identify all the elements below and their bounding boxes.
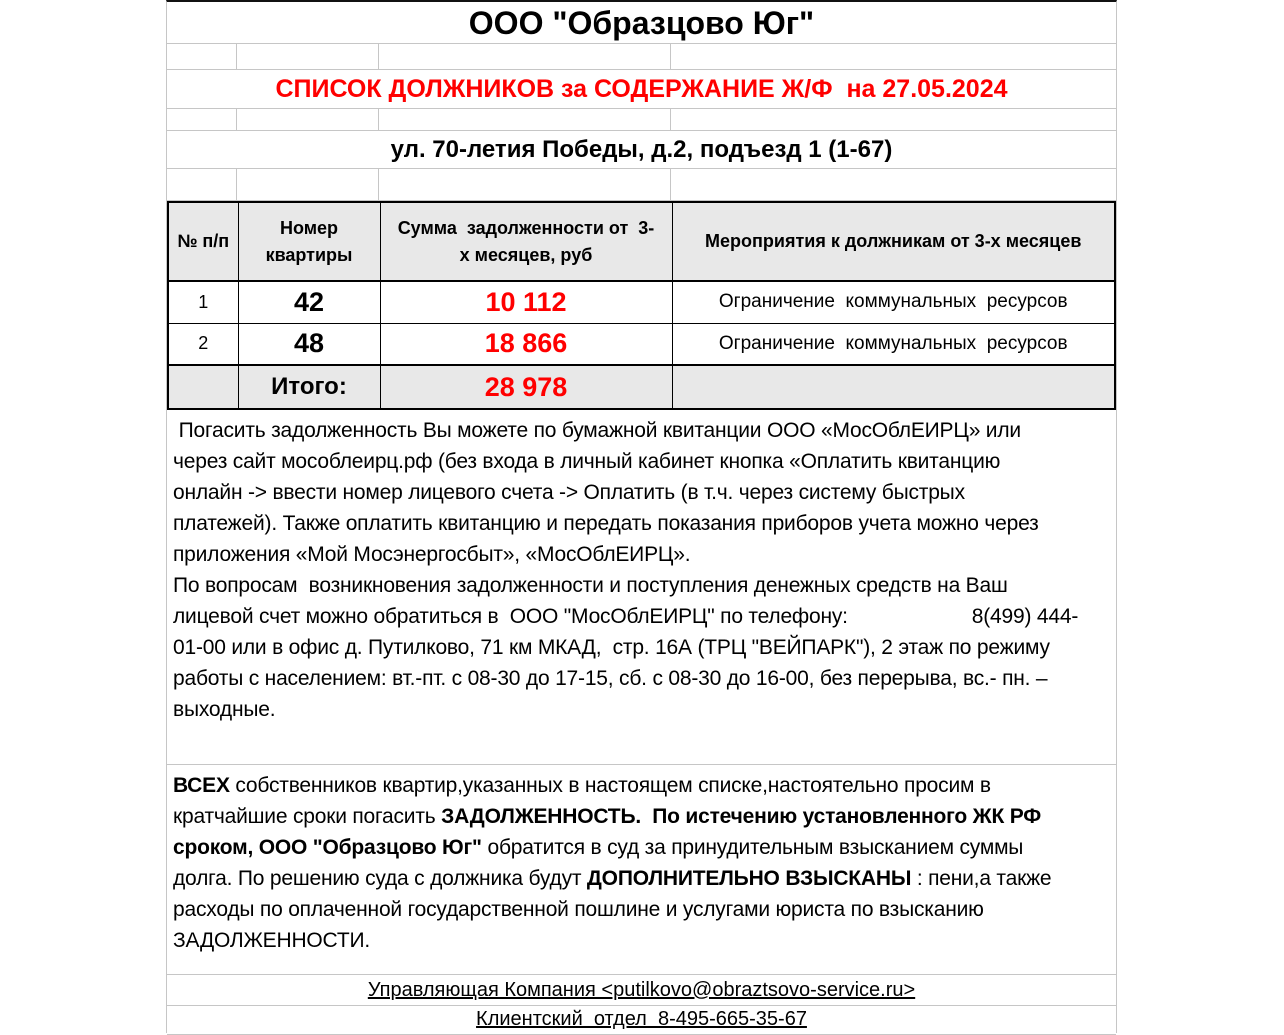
text-line [173,508,1108,539]
text-segment: ЗАДОЛЖЕННОСТЬ. По истечению установленного ЖК РФ [441,805,1041,828]
text-line [173,663,1108,694]
empty-grid-cell [671,169,1116,201]
text-line [173,863,1108,894]
company-title: ООО "Образцово Юг" [167,2,1116,44]
text-segment: х месяцев, руб [459,244,593,265]
total-label: Итого: [238,365,380,409]
empty-grid-cell [671,109,1116,131]
text-segment: обратится в суд за принудительным взысканием суммы [481,836,1024,859]
text-line [173,477,1108,508]
col-header-actions: Мероприятия к должникам от 3-х месяцев [672,202,1115,281]
empty-grid-cell [167,169,237,201]
text-line [173,832,1108,863]
empty-grid-cell [379,109,671,131]
cell-row-number: 1 [168,281,238,323]
text-segment: ДОПОЛНИТЕЛЬНО ВЗЫСКАНЫ [586,867,912,890]
empty-grid-cell [237,109,379,131]
text-line [173,894,1108,925]
text-line [381,215,672,242]
cell-action: Ограничение коммунальных ресурсов [672,323,1115,365]
text-line [381,242,672,269]
text-line [173,446,1108,477]
text-segment: онлайн -> ввести номер лицевого счета -> Оплатить (в т.ч. через систему быстрых [173,481,965,504]
spacer-grid-row [167,169,1116,201]
text-line [173,925,1108,956]
text-segment: : пени,а также [911,867,1052,890]
text-segment: сроком, ООО "Образцово Юг" [173,836,482,859]
debt-warning-paragraph [167,765,1116,975]
cell-debt-sum: 10 112 [380,281,672,323]
cell-apartment-number: 42 [238,281,380,323]
text-line [173,770,1108,801]
total-debt-sum: 28 978 [380,365,672,409]
text-segment: Погасить задолженность Вы можете по бумажной квитанции ООО «МосОблЕИРЦ» или [173,419,1021,442]
empty-total-cell [168,365,238,409]
debtors-list-title: СПИСОК ДОЛЖНИКОВ за СОДЕРЖАНИЕ Ж/Ф на 27.05.2024 [167,70,1116,109]
text-segment: собственников квартир,указанных в настоящем списке,настоятельно просим в [229,774,991,797]
text-segment: квартиры [265,244,353,265]
text-line [173,570,1108,601]
text-segment: ВСЕХ [173,774,230,797]
col-header-debt-sum [380,202,672,281]
text-segment: лицевой счет можно обратиться в ООО "МосОблЕИРЦ" по телефону: 8(499) 444- [173,605,1079,628]
text-line [173,801,1108,832]
cell-action: Ограничение коммунальных ресурсов [672,281,1115,323]
empty-total-cell [672,365,1115,409]
debtors-notice-sheet [166,0,1117,1033]
text-segment: расходы по оплаченной государственной пошлине и услугами юриста по взысканию [173,898,984,921]
table-row [168,323,1115,365]
empty-grid-cell [237,44,379,70]
client-dept-phone-line: Клиентский отдел 8-495-665-35-67 [167,1006,1116,1035]
text-segment: По вопросам возникновения задолженности и поступления денежных средств на Ваш [173,574,1008,597]
empty-grid-cell [671,44,1116,70]
table-row [168,281,1115,323]
text-line [239,215,380,242]
text-line [239,242,380,269]
text-segment: платежей). Также оплатить квитанцию и передать показания приборов учета можно через [173,512,1039,535]
col-header-num: № п/п [168,202,238,281]
total-row [168,365,1115,409]
text-line [173,539,1108,570]
text-segment: работы с населением: вт.-пт. с 08-30 до 17-15, сб. с 08-30 до 16-00, без перерыва, вс.- пн. – [173,667,1048,690]
text-segment: приложения «Мой Мосэнергосбыт», «МосОблЕИРЦ». [173,543,691,566]
text-segment: Номер [279,217,339,238]
empty-grid-cell [167,109,237,131]
text-line [173,632,1108,663]
text-segment: через сайт мособлеирц.рф (без входа в личный кабинет кнопка «Оплатить квитанцию [173,450,1001,473]
company-email-line[interactable]: Управляющая Компания <putilkovo@obraztsovo-service.ru> [167,975,1116,1006]
debtors-table [167,201,1116,410]
text-segment: долга. По решению суда с должника будут [173,867,587,890]
text-segment: ЗАДОЛЖЕННОСТИ. [173,929,370,952]
empty-grid-cell [379,169,671,201]
text-line [173,415,1108,446]
cell-debt-sum: 18 866 [380,323,672,365]
payment-info-paragraph [167,410,1116,765]
text-segment: выходные. [173,698,276,721]
spacer-grid-row [167,109,1116,131]
empty-grid-cell [379,44,671,70]
building-address: ул. 70-летия Победы, д.2, подъезд 1 (1-67) [167,131,1116,169]
text-segment: 01-00 или в офис д. Путилково, 71 км МКАД, стр. 16А (ТРЦ "ВЕЙПАРК"), 2 этаж по режиму [173,636,1050,659]
cell-row-number: 2 [168,323,238,365]
empty-grid-cell [167,44,237,70]
text-segment: кратчайшие сроки погасить [173,805,442,828]
text-line [173,694,1108,725]
table-header-row [168,202,1115,281]
col-header-apartment [238,202,380,281]
cell-apartment-number: 48 [238,323,380,365]
empty-grid-cell [237,169,379,201]
text-segment: Сумма задолженности от 3- [397,217,655,238]
spacer-grid-row [167,44,1116,70]
text-line [173,601,1108,632]
